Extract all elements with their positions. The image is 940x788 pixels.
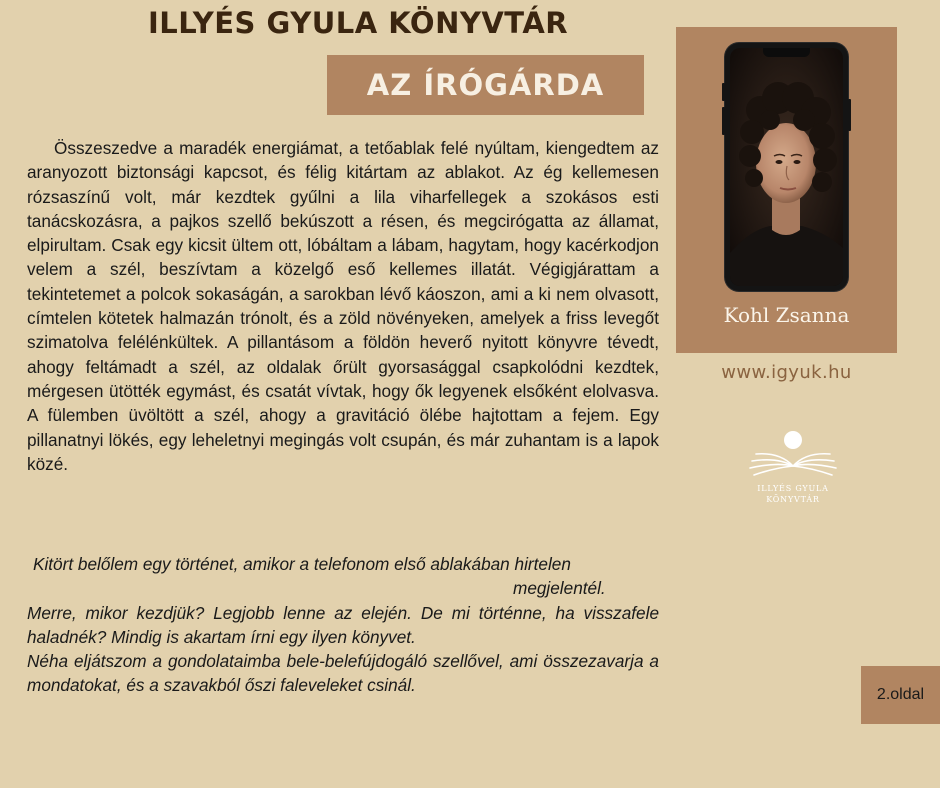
portrait-image bbox=[730, 48, 843, 286]
article-paragraph: Összeszedve a maradék energiámat, a tetőablak felé nyúltam, kiengedtem az aranyozott biztonsági kapcsot, és félig kitártam az ablakot. Az ég kellemesen rózsaszínű volt, már kezdtek gyűlni a lila viharfellegek a szokásos esti tanácskozásra, a pajkos szellő bekúszott a résen, és megcirógatta az államat, elpirultam. Csak egy kicsit ültem ott, lóbáltam a lábam, hagytam, hogy kacérkodjon velem a szél, beszívtam a közelgő eső kellemes illatát. Végigjárattam a tekintetemet a polcok sokaságán, a sarokban lévő káoszon, ami a ki nem olvasott, címtelen kötetek halmazán trónolt, és a zöld növényeken, amelyek a friss levegőt szimatolva felélénkültek. A pillantásom a földön heverő nyitott könyvre tévedt, ahogy feltámadt a szél, az oldalak őrült gyorsasággal csapkolódni kezdtek, mérgesen ütötték egymást, és csatát vívtak, hogy ők legyenek elsőként elolvasva. A fülemben üvöltött a szél, ahogy a gravitáció ölébe hajtottam a fejem. Egy pillanatnyi lökés, egy leheletnyi megingás volt csupán, és már zuhantam is a lapok közé. bbox=[27, 138, 659, 474]
italic-quote-block bbox=[27, 552, 659, 698]
phone-notch bbox=[763, 48, 810, 57]
page-number-badge bbox=[861, 666, 940, 724]
open-book-sun-icon bbox=[742, 426, 844, 482]
author-name: Kohl Zsanna bbox=[723, 303, 850, 327]
italic-line-1-end: megjelentél. bbox=[513, 578, 606, 599]
section-banner bbox=[327, 55, 644, 115]
page-title: ILLYÉS GYULA KÖNYVTÁR bbox=[148, 6, 569, 40]
section-title: AZ ÍRÓGÁRDA bbox=[366, 68, 605, 102]
author-photo bbox=[730, 48, 843, 286]
author-panel bbox=[676, 27, 897, 353]
phone-frame bbox=[725, 43, 848, 291]
italic-line-2: Merre, mikor kezdjük? Legjobb lenne az elején. De mi történne, ha visszafele haladnék? Mindig is akartam írni egy ilyen könyvet. bbox=[27, 602, 659, 647]
logo-text-line-1: ILLYÉS GYULA bbox=[757, 484, 829, 493]
logo-text-line-2: KÖNYVTÁR bbox=[766, 495, 820, 504]
italic-line-3: Néha eljátszom a gondolataimba bele-belefújdogáló szellővel, ami összezavarja a mondatokat, és a szavakból őszi faleveleket csinál. bbox=[27, 651, 659, 696]
italic-line-1: Kitört belőlem egy történet, amikor a telefonom első ablakában hirtelen bbox=[33, 554, 571, 574]
page-number: 2.oldal bbox=[876, 686, 925, 703]
library-logo bbox=[742, 426, 844, 510]
website-link[interactable]: www.igyuk.hu bbox=[721, 362, 852, 383]
